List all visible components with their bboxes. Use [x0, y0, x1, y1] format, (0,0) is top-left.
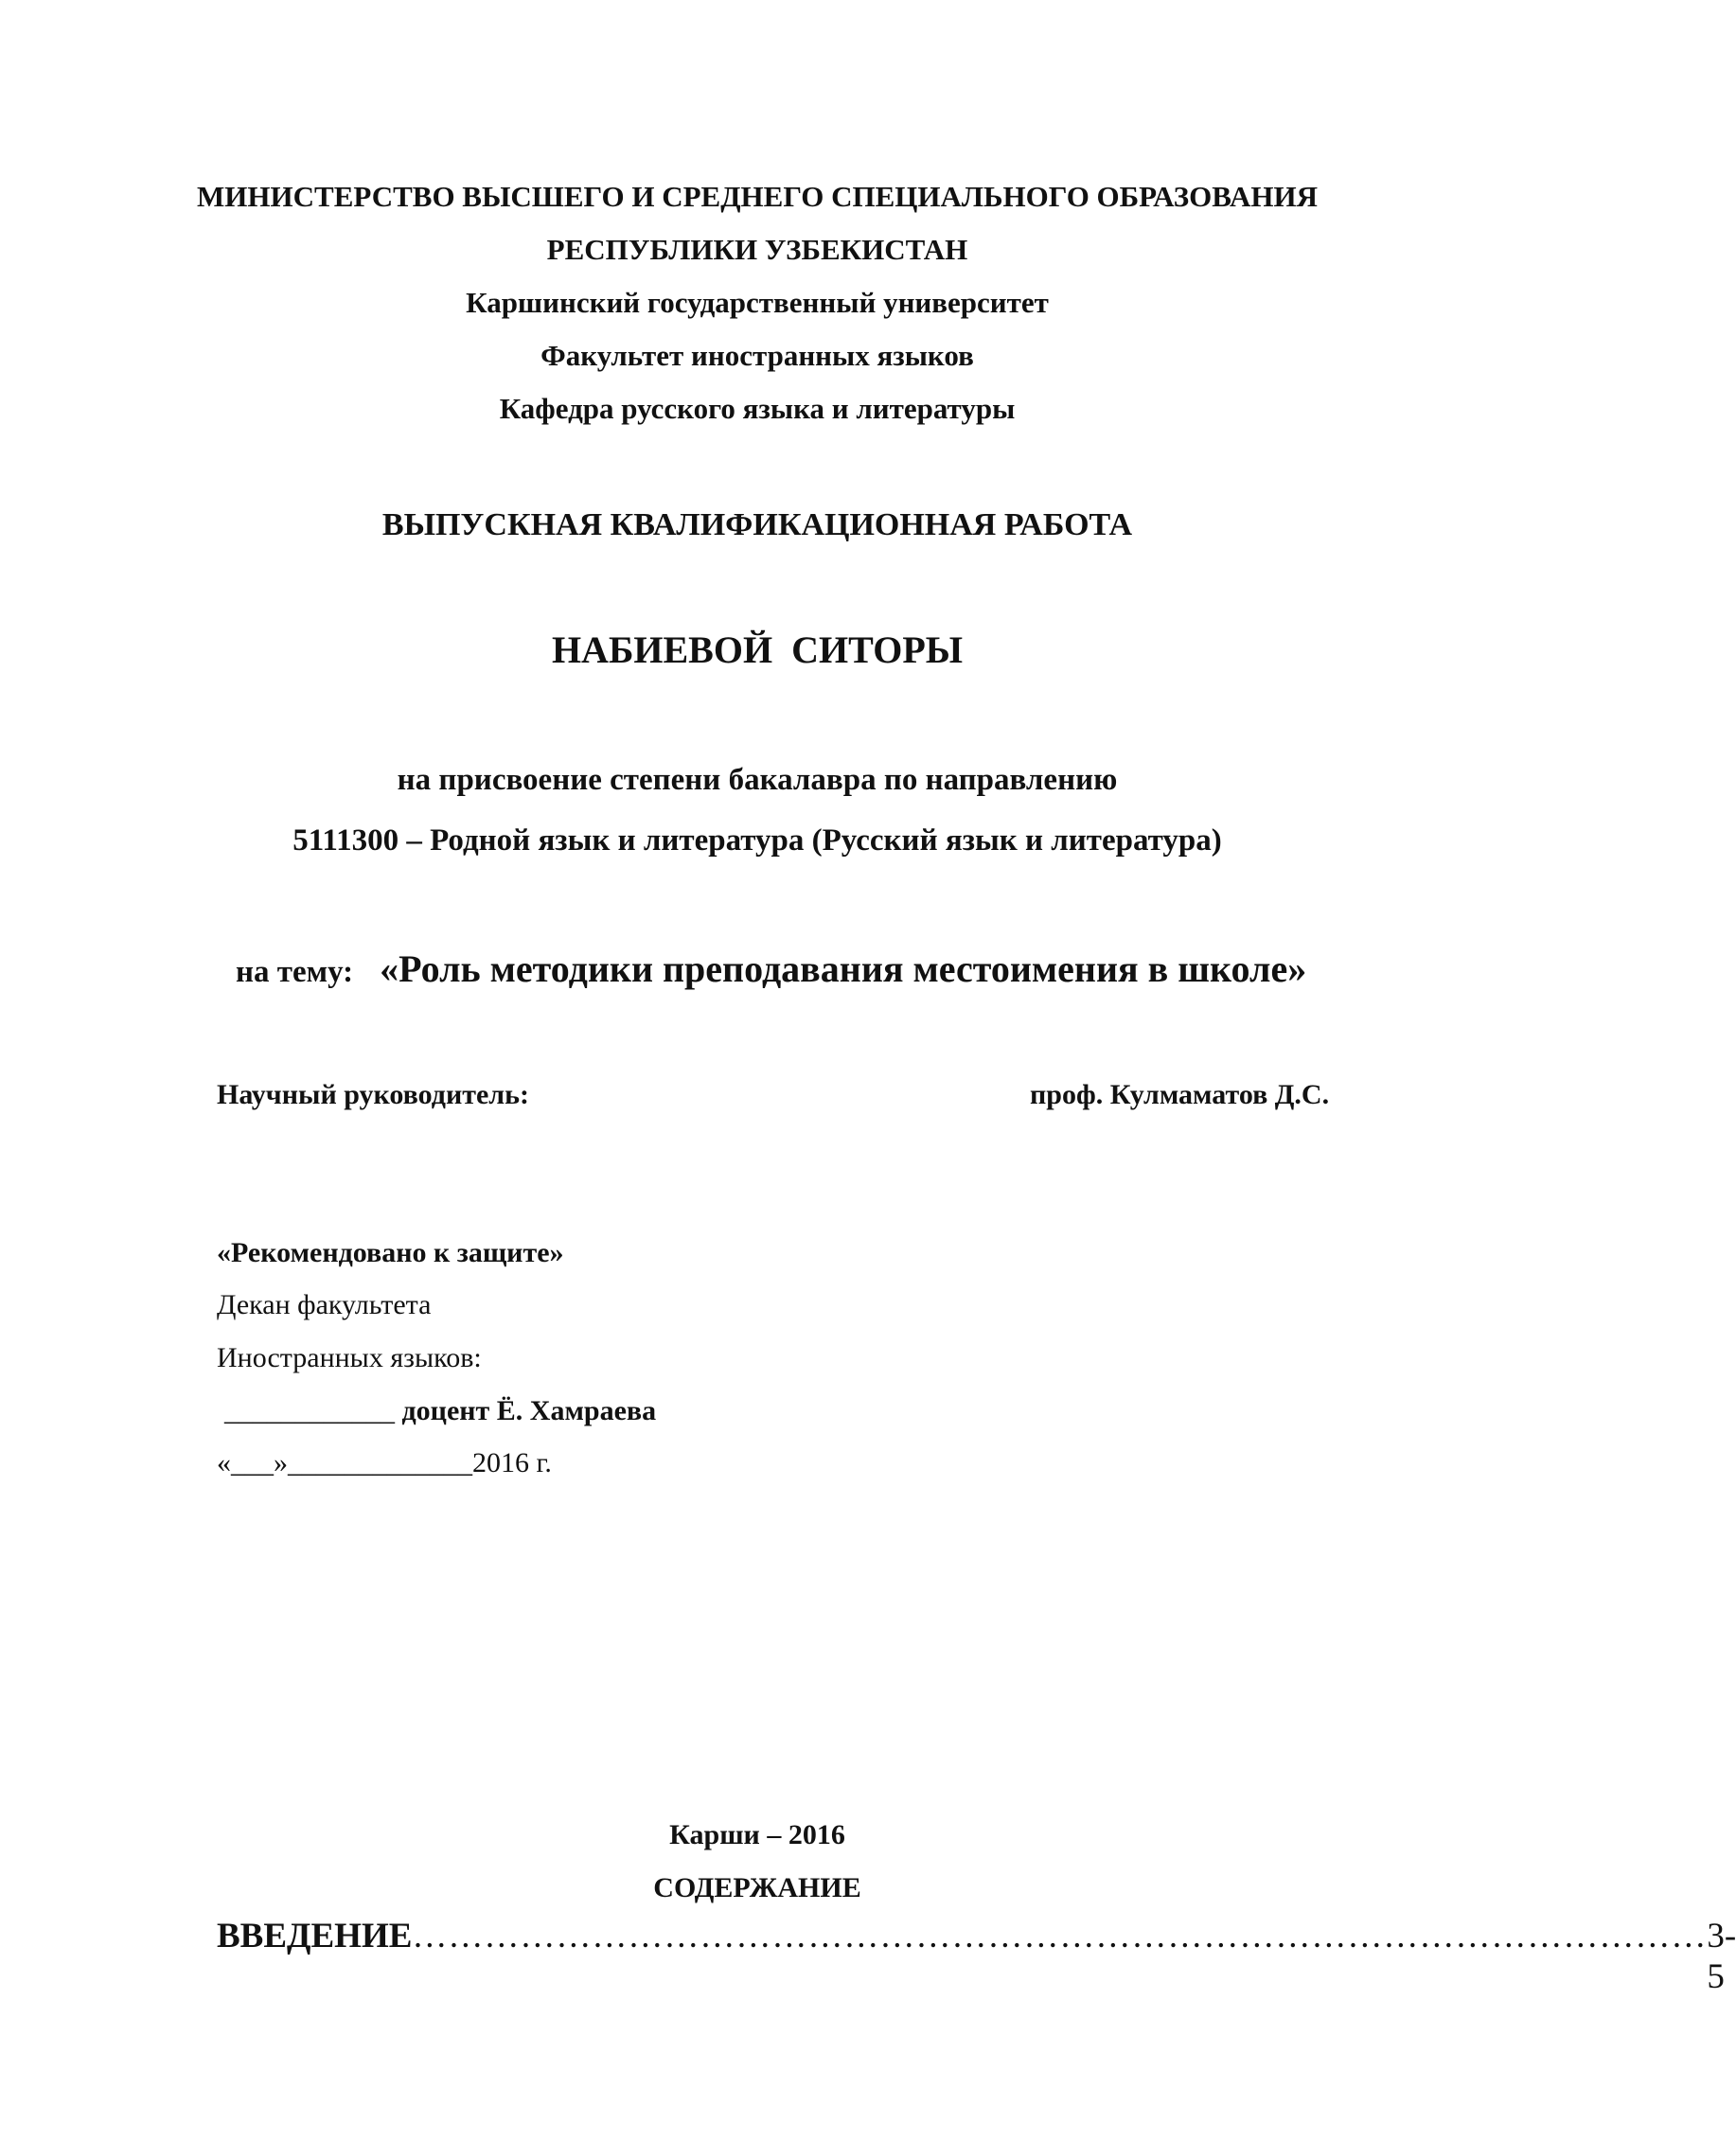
- signature-blank: ____________: [224, 1395, 395, 1426]
- degree-line: на присвоение степени бакалавра по направлению: [397, 763, 1118, 797]
- work-type-title: ВЫПУСКНАЯ КВАЛИФИКАЦИОННАЯ РАБОТА: [381, 507, 1133, 542]
- toc-leader-dots: ………………………………………………………………………………………………: [412, 1917, 1708, 1955]
- toc-entry-introduction: [217, 1916, 1736, 1997]
- toc-page-range: 3-5: [1707, 1917, 1736, 1996]
- faculty-line: Иностранных языков:: [217, 1342, 482, 1373]
- date-close-quote: »: [274, 1447, 288, 1478]
- supervisor-name: проф. Кулмаматов Д.С.: [1030, 1079, 1330, 1110]
- city-year: Карши – 2016: [669, 1819, 845, 1850]
- faculty-name: Факультет иностранных языков: [540, 339, 974, 372]
- date-month-blank: _____________: [288, 1447, 472, 1478]
- dean-line: Декан факультета: [217, 1289, 432, 1320]
- topic-title: «Роль методики преподавания местоимения в школе»: [380, 947, 1307, 990]
- date-open-quote: «: [217, 1447, 231, 1478]
- date-day-blank: ___: [231, 1447, 274, 1478]
- ministry-line-2: РЕСПУБЛИКИ УЗБЕКИСТАН: [546, 233, 968, 266]
- date-year: 2016 г.: [472, 1447, 552, 1478]
- recommended-label: «Рекомендовано к защите»: [217, 1237, 564, 1268]
- university-name: Каршинский государственный университет: [466, 286, 1049, 319]
- ministry-line-1: МИНИСТЕРСТВО ВЫСШЕГО И СРЕДНЕГО СПЕЦИАЛЬНОГО ОБРАЗОВАНИЯ: [197, 180, 1318, 213]
- author-name: НАБИЕВОЙ СИТОРЫ: [551, 628, 964, 671]
- toc-entry-title: ВВЕДЕНИЕ: [217, 1917, 413, 1955]
- contents-heading: СОДЕРЖАНИЕ: [653, 1872, 861, 1903]
- supervisor-label: Научный руководитель:: [217, 1079, 529, 1110]
- department-name: Кафедра русского языка и литературы: [499, 392, 1016, 425]
- program-line: 5111300 – Родной язык и литература (Русский язык и литература): [292, 823, 1222, 858]
- topic-prefix: на тему:: [236, 955, 354, 989]
- signature-line: [224, 1395, 656, 1427]
- topic-line: [236, 947, 1306, 991]
- signer-name: доцент Ё. Хамраева: [401, 1395, 657, 1426]
- date-line: [217, 1447, 552, 1479]
